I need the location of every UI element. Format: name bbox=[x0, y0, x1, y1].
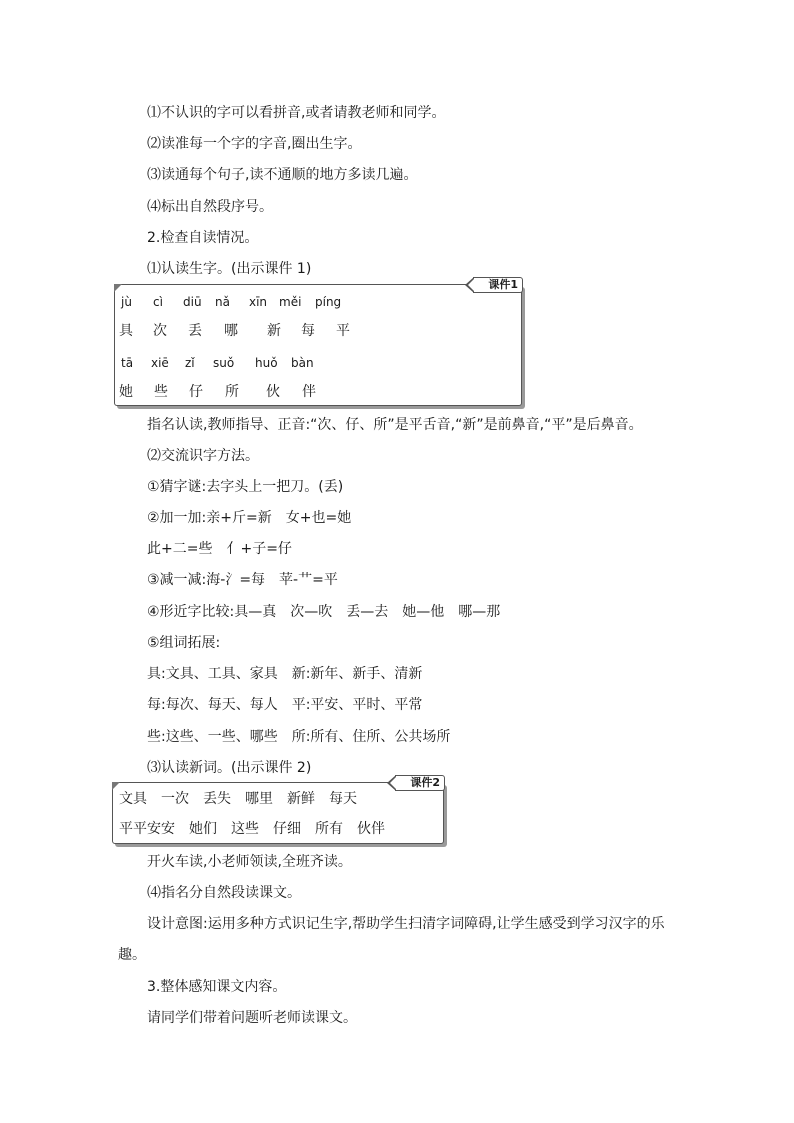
courseware-1-tag: 课件1 bbox=[473, 277, 523, 293]
text-line: ⑴认读生字。(出示课件 1) bbox=[147, 261, 312, 277]
text-line: 具:文具、工具、家具 新:新年、新手、清新 bbox=[147, 666, 423, 682]
text-line: ④形近字比较:具—真 次—吹 丢—去 她—他 哪—那 bbox=[147, 604, 501, 620]
text-line: 每:每次、每天、每人 平:平安、平时、平常 bbox=[147, 697, 423, 713]
word: 这些 bbox=[231, 821, 259, 837]
character: 所 bbox=[225, 384, 239, 400]
character: 次 bbox=[153, 323, 167, 339]
courseware-2-tag: 课件2 bbox=[395, 775, 445, 791]
character: 哪 bbox=[224, 323, 238, 339]
pinyin: měi bbox=[279, 295, 302, 309]
text-line: ①猜字谜:去字头上一把刀。(丢) bbox=[147, 479, 344, 495]
text-line: ②加一加:亲+斤=新 女+也=她 bbox=[147, 510, 352, 526]
pinyin: cì bbox=[153, 295, 163, 309]
text-line: ⑷指名分自然段读课文。 bbox=[147, 885, 301, 901]
pinyin: tā bbox=[121, 356, 134, 370]
pinyin: píng bbox=[315, 295, 342, 309]
text-line: ⑵交流识字方法。 bbox=[147, 448, 259, 464]
character: 每 bbox=[301, 323, 315, 339]
text-line: 2.检查自读情况。 bbox=[147, 230, 259, 246]
text-line: ⑤组词拓展: bbox=[147, 635, 221, 651]
word: 伙伴 bbox=[357, 821, 385, 837]
character: 伴 bbox=[302, 384, 316, 400]
text-line: ③减一减:海-氵=每 苹-艹=平 bbox=[147, 572, 338, 588]
text-line: ⑵读准每一个字的字音,圈出生字。 bbox=[147, 136, 362, 152]
word: 平平安安 bbox=[119, 821, 175, 837]
character: 伙 bbox=[266, 384, 280, 400]
character: 新 bbox=[267, 323, 281, 339]
pinyin: jù bbox=[121, 295, 132, 309]
pinyin: diū bbox=[183, 295, 202, 309]
character: 些 bbox=[154, 384, 168, 400]
word: 所有 bbox=[315, 821, 343, 837]
text-line: 指名认读,教师指导、正音:“次、仔、所”是平舌音,“新”是前鼻音,“平”是后鼻音。 bbox=[147, 417, 643, 433]
character: 她 bbox=[119, 384, 133, 400]
word: 仔细 bbox=[273, 821, 301, 837]
character: 仔 bbox=[189, 384, 203, 400]
character: 具 bbox=[119, 323, 133, 339]
courseware-1-box bbox=[114, 278, 522, 406]
pinyin: suǒ bbox=[213, 356, 235, 370]
text-line: 请同学们带着问题听老师读课文。 bbox=[147, 1010, 357, 1026]
text-line: 趣。 bbox=[118, 947, 146, 963]
text-line: 设计意图:运用多种方式识记生字,帮助学生扫清字词障碍,让学生感受到学习汉字的乐 bbox=[147, 916, 665, 932]
word: 文具 bbox=[119, 791, 147, 807]
pinyin: nǎ bbox=[215, 295, 230, 309]
text-line: ⑷标出自然段序号。 bbox=[147, 199, 273, 215]
pinyin: zǐ bbox=[185, 356, 195, 370]
word: 她们 bbox=[189, 821, 217, 837]
character: 丢 bbox=[188, 323, 202, 339]
text-line: 开火车读,小老师领读,全班齐读。 bbox=[147, 854, 352, 870]
pinyin: huǒ bbox=[255, 356, 278, 370]
word: 新鲜 bbox=[287, 791, 315, 807]
character: 平 bbox=[336, 323, 350, 339]
pinyin: xīn bbox=[249, 295, 268, 309]
text-line: 此+二=些 亻+子=仔 bbox=[147, 541, 292, 557]
text-line: ⑴不认识的字可以看拼音,或者请教老师和同学。 bbox=[147, 105, 446, 121]
pinyin: xiē bbox=[151, 356, 169, 370]
text-line: ⑶认读新词。(出示课件 2) bbox=[147, 760, 312, 776]
word: 每天 bbox=[329, 791, 357, 807]
text-line: 些:这些、一些、哪些 所:所有、住所、公共场所 bbox=[147, 729, 451, 745]
word: 丢失 bbox=[203, 791, 231, 807]
text-line: ⑶读通每个句子,读不通顺的地方多读几遍。 bbox=[147, 167, 418, 183]
text-line: 3.整体感知课文内容。 bbox=[147, 979, 287, 995]
word: 一次 bbox=[161, 791, 189, 807]
courseware-2-box bbox=[112, 776, 444, 844]
pinyin: bàn bbox=[291, 356, 314, 370]
word: 哪里 bbox=[245, 791, 273, 807]
